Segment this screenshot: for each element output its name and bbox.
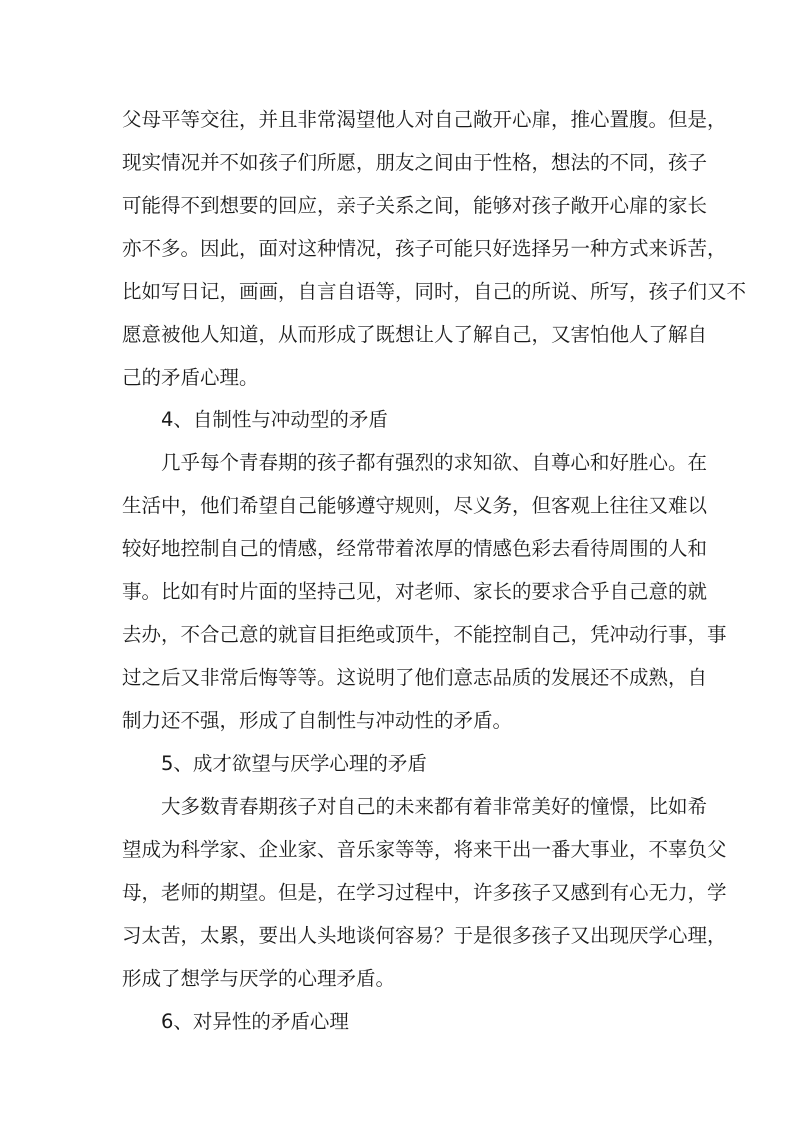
body-text-line: 较好地控制自己的情感，经常带着浓厚的情感色彩去看待周围的人和 [122, 537, 708, 560]
body-text-line: 望成为科学家、企业家、音乐家等等，将来干出一番大事业，不辜负父 [122, 838, 727, 861]
body-text-line: 形成了想学与厌学的心理矛盾。 [122, 967, 396, 990]
body-text-line: 母，老师的期望。但是，在学习过程中，许多孩子又感到有心无力，学 [122, 881, 727, 904]
body-text-line: 父母平等交往，并且非常渴望他人对自己敞开心扉，推心置腹。但是， [122, 108, 727, 131]
body-text-line: 己的矛盾心理。 [122, 366, 259, 389]
body-text-line: 生活中，他们希望自己能够遵守规则，尽义务，但客观上往往又难以 [122, 494, 708, 517]
body-text-line: 可能得不到想要的回应，亲子关系之间，能够对孩子敞开心扉的家长 [122, 194, 708, 217]
body-text-line: 几乎每个青春期的孩子都有强烈的求知欲、自尊心和好胜心。在 [161, 451, 708, 474]
body-text-line: 去办，不合己意的就盲目拒绝或顶牛，不能控制自己，凭冲动行事，事 [122, 623, 727, 646]
section-heading-6: 6、对异性的矛盾心理 [161, 1010, 349, 1033]
section-heading-4: 4、自制性与冲动型的矛盾 [161, 408, 388, 431]
section-heading-5: 5、成才欲望与厌学心理的矛盾 [161, 752, 427, 775]
body-text-line: 过之后又非常后悔等等。这说明了他们意志品质的发展还不成熟，自 [122, 666, 708, 689]
body-text-line: 愿意被他人知道，从而形成了既想让人了解自己，又害怕他人了解自 [122, 323, 708, 346]
body-text-line: 制力还不强，形成了自制性与冲动性的矛盾。 [122, 709, 513, 732]
body-text-line: 习太苦，太累，要出人头地谈何容易？于是很多孩子又出现厌学心理， [122, 924, 727, 947]
body-text-line: 事。比如有时片面的坚持己见，对老师、家长的要求合乎自己意的就 [122, 580, 708, 603]
body-text-line: 大多数青春期孩子对自己的未来都有着非常美好的憧憬，比如希 [161, 795, 708, 818]
body-text-line: 现实情况并不如孩子们所愿，朋友之间由于性格，想法的不同，孩子 [122, 151, 708, 174]
body-text-line: 亦不多。因此，面对这种情况，孩子可能只好选择另一种方式来诉苦， [122, 237, 727, 260]
body-text-line: 比如写日记，画画，自言自语等，同时，自己的所说、所写，孩子们又不 [122, 280, 747, 303]
